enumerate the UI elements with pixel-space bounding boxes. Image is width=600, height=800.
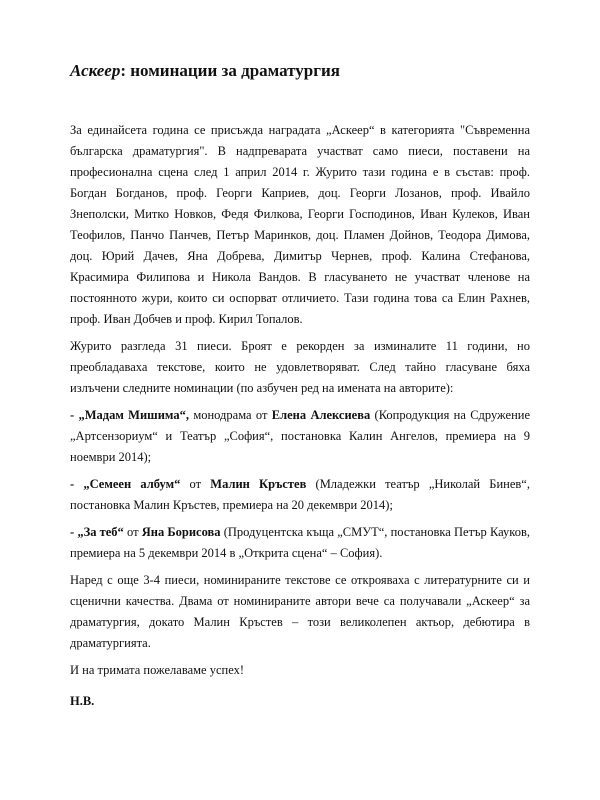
nomination-title: - „Мадам Мишима“, (70, 408, 189, 422)
jury-result-paragraph: Журито разгледа 31 пиеси. Броят е рекорден за изминалите 11 години, но преобладаваха текстове, които не удовлетворяват. След тайно гласуване бяха излъчени следните номинации (по азбучен ред на имената на авторите): (70, 339, 530, 395)
title-rest: : номинации за драматургия (120, 61, 340, 80)
intro-paragraph: За единайсета година се присъжда наградата „Аскеер“ в категорията "Съвременна българска драматургия". В надпреварата участват само пиеси, поставени на професионална сцена след 1 април 2014 г. Журито тази година е в състав: проф. Богдан Богданов, проф. Георги Каприев, доц. Георги Лозанов, проф. Ивайло Знеполски, Митко Новков, Федя Филкова, Георги Господинов, Иван Кулеков, Иван Теофилов, Панчо Панчев, Петър Маринков, доц. Пламен Дойнов, Теодора Димова, доц. Юрий Дачев, Яна Добрева, Димитър Чернев, проф. Калина Стефанова, Красимира Филипова и Никола Вандов. В гласуването не участват членове на постоянното жури, които си оспорват отличието. Тази година това са Елин Рахнев, проф. Иван Добчев и проф. Кирил Топалов. (70, 123, 530, 326)
closing-paragraph: Наред с още 3-4 пиеси, номинираните текстове се открояваха с литературните си и сценични качества. Двама от номинираните автори вече са получавали „Аскеер“ за драматургия, докато Малин Кръстев – този великолепен актьор, дебютира в драматургията. (70, 573, 530, 650)
nomination-author: Елена Алексиева (271, 408, 371, 422)
signature: Н.В. (70, 694, 95, 708)
document-page (70, 60, 530, 718)
nomination-mid: от (123, 525, 142, 539)
nomination-details: (Младежки театър „Николай Бинев“, постановка Малин Кръстев, премиера на 20 декември 2014); (70, 477, 530, 512)
nomination-mid: монодрама от (189, 408, 272, 422)
page-title (70, 60, 530, 82)
nomination-mid: от (180, 477, 211, 491)
nomination-item (70, 405, 530, 468)
wish-paragraph: И на тримата пожелаваме успех! (70, 663, 244, 677)
title-prefix: Аскеер (70, 61, 121, 80)
nomination-title: - „За теб“ (70, 525, 124, 539)
nomination-title: - „Семеен албум“ (70, 477, 181, 491)
nomination-details: (Продуцентска къща „СМУТ“, постановка Петър Кауков, премиера на 5 декември 2014 в „Открита сцена“ – София). (70, 525, 530, 560)
nomination-author: Яна Борисова (141, 525, 221, 539)
nomination-item (70, 522, 530, 564)
nomination-item (70, 474, 530, 516)
nomination-details: (Копродукция на Сдружение „Артсензориум“ и Театър „София“, постановка Калин Ангелов, премиера на 9 ноември 2014); (70, 408, 531, 464)
nomination-author: Малин Кръстев (210, 477, 307, 491)
